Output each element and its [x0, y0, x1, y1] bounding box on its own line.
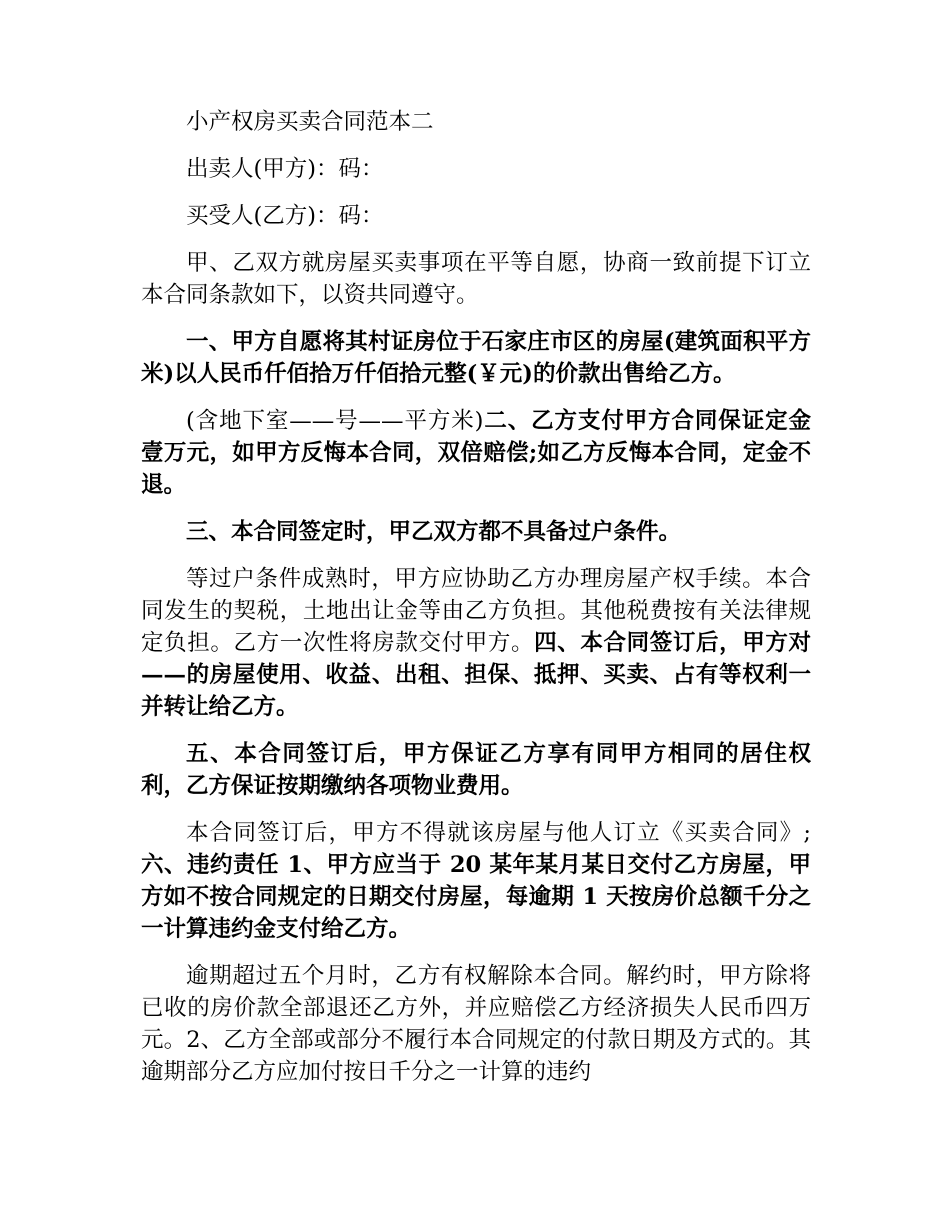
no-resale-text: 本合同签订后，甲方不得就该房屋与他人订立《买卖合同》; — [186, 820, 811, 846]
clause-1: 一、甲方自愿将其村证房位于石家庄市区的房屋(建筑面积平方米)以人民币仟佰拾万仟佰拾元整(￥元)的价款出售给乙方。 — [141, 329, 811, 387]
overdue-paragraph: 逾期超过五个月时，乙方有权解除本合同。解约时，甲方除将已收的房价款全部退还乙方外，并应赔偿乙方经济损失人民币四万元。2、乙方全部或部分不履行本合同规定的付款日期及方式的。其逾期部分乙方应加付按日千分之一计算的违约 — [141, 963, 811, 1085]
clause-6-paragraph — [141, 817, 811, 945]
basement-note: (含地下室——号——平方米) — [186, 408, 484, 434]
document-title: 小产权房买卖合同范本二 — [186, 109, 434, 135]
clause-5: 五、本合同签订后，甲方保证乙方享有同甲方相同的居住权利，乙方保证按期缴纳各项物业费用。 — [141, 741, 811, 799]
clause-2-paragraph — [141, 405, 811, 501]
clause-4-paragraph — [141, 563, 811, 723]
clause-6: 六、违约责任 1、甲方应当于 20 某年某月某日交付乙方房屋，甲方如不按合同规定的日期交付房屋，每逾期 1 天按房价总额千分之一计算违约金支付给乙方。 — [141, 852, 811, 942]
buyer-line: 买受人(乙方)：码： — [186, 203, 384, 229]
seller-line: 出卖人(甲方)：码： — [186, 156, 384, 182]
clause-3: 三、本合同签定时，甲乙双方都不具备过户条件。 — [186, 519, 682, 545]
transfer-conditions-text: 等过户条件成熟时，甲方应协助乙方办理房屋产权手续。本合同发生的契税，土地出让金等由乙方负担。其他税费按有关法律规定负担。乙方一次性将房款交付甲方。 — [141, 566, 811, 656]
document-page — [141, 106, 811, 1103]
clause-4: 四、本合同签订后，甲方对——的房屋使用、收益、出租、担保、抵押、买卖、占有等权利一并转让给乙方。 — [141, 630, 811, 720]
intro-paragraph: 甲、乙双方就房屋买卖事项在平等自愿，协商一致前提下订立本合同条款如下，以资共同遵守。 — [141, 250, 811, 308]
clause-2: 二、乙方支付甲方合同保证定金壹万元，如甲方反悔本合同，双倍赔偿;如乙方反悔本合同，定金不退。 — [141, 408, 811, 498]
